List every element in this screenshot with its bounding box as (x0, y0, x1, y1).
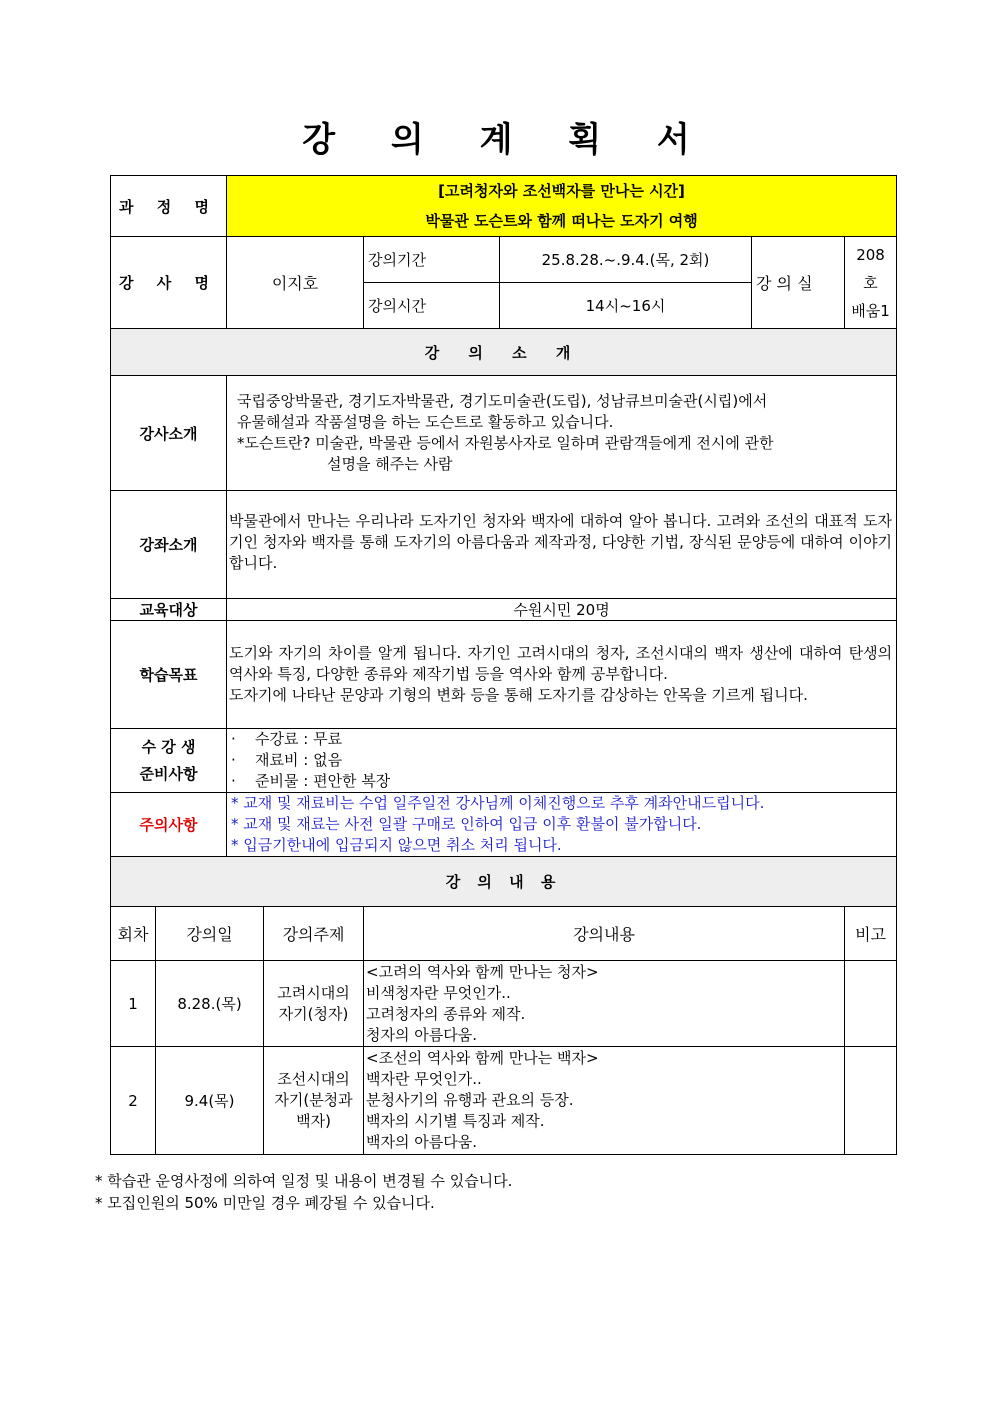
schedule-note (845, 1047, 897, 1155)
room-line2: 배움1 (851, 301, 890, 320)
caution-item: * 교재 및 재료비는 수업 일주일전 강사님께 이체진행으로 추후 계좌안내드립니다. (231, 794, 765, 812)
instructor-row (111, 237, 897, 283)
schedule-no: 1 (111, 961, 156, 1047)
goal-label: 학습목표 (111, 621, 227, 729)
lecture-intro-text: 박물관에서 만나는 우리나라 도자기인 청자와 백자에 대하여 알아 봅니다. 고려와 조선의 대표적 도자기인 청자와 백자를 통해 도자기의 아름다움과 제작과정, 다양한 기법, 장식된 문양등에 대하여 이야기합니다. (227, 491, 897, 599)
caution-item: * 교재 및 재료는 사전 일괄 구매로 인하여 입금 이후 환불이 불가합니다. (231, 815, 702, 833)
time-label: 강의시간 (364, 283, 500, 329)
period-label: 강의기간 (364, 237, 500, 283)
room-value (845, 237, 897, 329)
schedule-header-content: 강의내용 (364, 907, 845, 961)
caution-label: 주의사항 (111, 793, 227, 857)
footnote: * 모집인원의 50% 미만일 경우 폐강될 수 있습니다. (95, 1194, 435, 1212)
schedule-no: 2 (111, 1047, 156, 1155)
content-section-header: 강 의 내 용 (111, 857, 897, 907)
goal-text (227, 621, 897, 729)
content-section-row (111, 857, 897, 907)
room-line1: 208호 (856, 245, 885, 292)
period-value: 25.8.28.~.9.4.(목, 2회) (500, 237, 752, 283)
schedule-content: <조선의 역사와 함께 만나는 백자> 백자란 무엇인가.. 분청사기의 유행과 관요의 등장. 백자의 시기별 특징과 제작. 백자의 아름다움. (364, 1047, 845, 1155)
schedule-header-no: 회차 (111, 907, 156, 961)
instructor-intro-label: 강사소개 (111, 376, 227, 491)
goal-paragraph-1: 도기와 자기의 차이를 알게 됩니다. 자기인 고려시대의 청자, 조선시대의 백자 생산에 대하여 탄생의 역사와 특징, 다양한 종류와 제작기법 등을 역사와 함께 공부합니다. (229, 644, 893, 683)
goal-paragraph-2: 도자기에 나타난 문양과 기형의 변화 등을 통해 도자기를 감상하는 안목을 기르게 됩니다. (229, 686, 808, 704)
schedule-header-topic: 강의주제 (264, 907, 364, 961)
schedule-header-date: 강의일 (156, 907, 264, 961)
prep-row (111, 729, 897, 793)
prep-item: · 수강료 : 무료 (231, 730, 343, 748)
schedule-note (845, 961, 897, 1047)
course-name (227, 176, 897, 237)
intro-section-header: 강 의 소 개 (111, 329, 897, 376)
target-value: 수원시민 20명 (227, 599, 897, 621)
prep-list (227, 729, 897, 793)
schedule-row (111, 1047, 897, 1155)
lecture-plan-table (110, 175, 897, 1155)
instructor-intro-row (111, 376, 897, 491)
course-name-line2: 박물관 도슨트와 함께 떠나는 도자기 여행 (425, 212, 698, 230)
document-title: 강 의 계 획 서 (302, 120, 712, 160)
target-row (111, 599, 897, 621)
schedule-date: 9.4(목) (156, 1047, 264, 1155)
schedule-topic: 고려시대의 자기(청자) (264, 961, 364, 1047)
schedule-header-row (111, 907, 897, 961)
caution-row (111, 793, 897, 857)
course-row (111, 176, 897, 237)
instructor-label: 강 사 명 (111, 237, 227, 329)
lecture-intro-label: 강좌소개 (111, 491, 227, 599)
target-label: 교육대상 (111, 599, 227, 621)
prep-label-line1: 수 강 생 (141, 737, 196, 756)
lecture-intro-row (111, 491, 897, 599)
instructor-intro-line3: *도슨트란? 미술관, 박물관 등에서 자원봉사자로 일하며 관람객들에게 전시에 관한 (237, 434, 774, 452)
caution-list (227, 793, 897, 857)
goal-row (111, 621, 897, 729)
instructor-intro-line2: 유물해설과 작품설명을 하는 도슨트로 활동하고 있습니다. (237, 413, 614, 431)
footnote: * 학습관 운영사정에 의하여 일정 및 내용이 변경될 수 있습니다. (95, 1172, 513, 1190)
time-value: 14시~16시 (500, 283, 752, 329)
schedule-content: <고려의 역사와 함께 만나는 청자> 비색청자란 무엇인가.. 고려청자의 종류와 제작. 청자의 아름다움. (364, 961, 845, 1047)
prep-label-line2: 준비사항 (139, 764, 198, 783)
schedule-row (111, 961, 897, 1047)
instructor-name: 이지호 (227, 237, 364, 329)
caution-item: * 입금기한내에 입금되지 않으면 취소 처리 됩니다. (231, 836, 562, 854)
prep-item: · 재료비 : 없음 (231, 751, 343, 769)
instructor-intro-text (227, 376, 897, 491)
instructor-intro-line4: 설명을 해주는 사람 (327, 455, 453, 473)
footnotes (95, 1170, 915, 1214)
prep-item: · 준비물 : 편안한 복장 (231, 772, 391, 790)
course-label: 과 정 명 (111, 176, 227, 237)
intro-section-row (111, 329, 897, 376)
prep-label (111, 729, 227, 793)
instructor-intro-line1: 국립중앙박물관, 경기도자박물관, 경기도미술관(도립), 성남큐브미술관(시립)에서 (237, 392, 768, 410)
schedule-header-note: 비고 (845, 907, 897, 961)
course-name-line1: [고려청자와 조선백자를 만나는 시간] (438, 182, 685, 200)
room-label: 강 의 실 (752, 237, 845, 329)
schedule-topic: 조선시대의 자기(분청과 백자) (264, 1047, 364, 1155)
schedule-date: 8.28.(목) (156, 961, 264, 1047)
